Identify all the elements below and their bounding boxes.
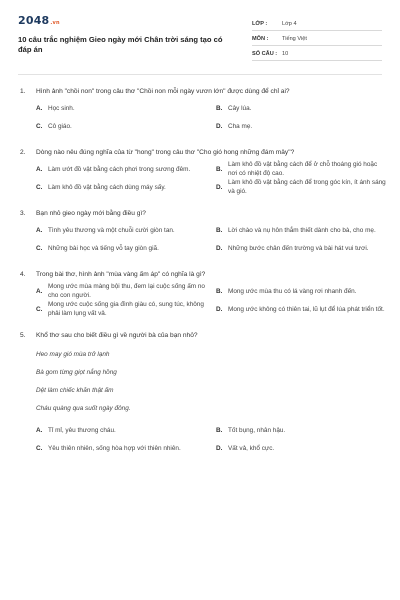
option-text: Mong ước mùa thu có lá vàng rơi nhanh đến. — [228, 287, 357, 295]
option-c[interactable] — [36, 301, 208, 319]
option-text: Mong ước mùa màng bội thu, đem lại cuộc sống ấm no cho con người. — [48, 283, 205, 299]
meta-row-count — [252, 46, 382, 61]
option-b[interactable] — [216, 222, 388, 240]
answer-options — [36, 422, 382, 458]
question-3 — [18, 209, 382, 258]
option-letter: B. — [216, 287, 223, 295]
question-stem — [18, 270, 382, 279]
option-text: Cha mẹ. — [228, 122, 253, 130]
meta-label: LỚP : — [252, 21, 268, 27]
poem-line: Heo may gió mùa trở lạnh — [36, 351, 110, 358]
meta-row-class — [252, 16, 382, 31]
option-text: Cây lúa. — [228, 104, 252, 112]
meta-label: SỐ CÂU : — [252, 51, 278, 57]
question-text: Trong bài thơ, hình ảnh "mùa vàng ấm áp" có nghĩa là gì? — [36, 271, 206, 278]
poem-line: Dệt làm chiếc khăn thật ấm — [36, 387, 114, 394]
option-letter: B. — [216, 165, 223, 173]
meta-label: MÔN : — [252, 36, 269, 42]
question-text: Bạn nhỏ gieo ngày mới bằng điều gì? — [36, 210, 146, 217]
option-letter: D. — [216, 305, 223, 313]
header-divider — [18, 74, 382, 75]
option-letter: A. — [36, 226, 43, 234]
answer-options — [36, 222, 382, 258]
option-letter: D. — [216, 183, 223, 191]
option-d[interactable] — [216, 440, 388, 458]
option-letter: D. — [216, 444, 223, 452]
option-b[interactable] — [216, 283, 388, 301]
option-letter: A. — [36, 287, 43, 295]
option-a[interactable] — [36, 100, 208, 118]
question-number: 1. — [20, 88, 26, 95]
option-letter: B. — [216, 226, 223, 234]
option-letter: C. — [36, 444, 43, 452]
option-letter: A. — [36, 165, 43, 173]
option-letter: A. — [36, 104, 43, 112]
poem-line: Bà gom từng giọt nắng hồng — [36, 369, 117, 376]
question-stem — [18, 209, 382, 218]
option-a[interactable] — [36, 222, 208, 240]
option-c[interactable] — [36, 440, 208, 458]
option-text: Làm khô đồ vật bằng cách để ở chỗ thoáng gió hoặc nơi có nhiệt độ cao. — [228, 161, 378, 177]
option-d[interactable] — [216, 240, 388, 258]
option-letter: B. — [216, 104, 223, 112]
option-b[interactable] — [216, 161, 388, 179]
option-d[interactable] — [216, 179, 388, 197]
question-number: 2. — [20, 149, 26, 156]
answer-options — [36, 161, 386, 197]
header-left — [18, 14, 223, 70]
meta-value: Tiếng Việt — [282, 36, 307, 42]
question-1 — [18, 87, 382, 136]
option-c[interactable] — [36, 118, 208, 136]
poem-line: Cháu quàng qua suốt ngày đông. — [36, 405, 131, 412]
option-d[interactable] — [216, 118, 388, 136]
question-text: Dòng nào nêu đúng nghĩa của từ "hong" trong câu thơ "Cho gió hong những đám mây"? — [36, 149, 295, 156]
option-letter: B. — [216, 426, 223, 434]
document-title: 10 câu trắc nghiệm Gieo ngày mới Chân trời sáng tạo có đáp án — [18, 35, 223, 54]
option-a[interactable] — [36, 283, 208, 301]
option-text: Tốt bụng, nhân hậu. — [228, 426, 286, 434]
option-text: Những bước chân đến trường và bài hát vui tươi. — [228, 244, 369, 252]
option-text: Tỉ mỉ, yêu thương cháu. — [48, 426, 116, 434]
logo-main: 2048 — [18, 14, 50, 27]
option-text: Làm ướt đồ vật bằng cách phơi trong sương đêm. — [48, 165, 191, 173]
answer-options — [36, 100, 382, 136]
option-c[interactable] — [36, 179, 208, 197]
option-a[interactable] — [36, 422, 208, 440]
logo-suffix: .vn — [50, 20, 60, 26]
option-d[interactable] — [216, 301, 388, 319]
option-text: Làm khô đồ vật bằng cách dùng máy sấy. — [48, 183, 166, 191]
poem-excerpt — [36, 346, 382, 418]
option-text: Làm khô đồ vật bằng cách để trong góc kín, ít ánh sáng và gió. — [228, 179, 386, 195]
question-5 — [18, 331, 382, 458]
option-text: Mong ước cuộc sống gia đình giàu có, sung túc, không phải làm lụng vất vả. — [48, 301, 204, 317]
question-text: Khổ thơ sau cho biết điều gì về người bà của bạn nhỏ? — [36, 332, 198, 339]
option-letter: C. — [36, 305, 43, 313]
option-text: Yêu thiên nhiên, sống hòa hợp với thiên nhiên. — [48, 444, 181, 452]
question-number: 3. — [20, 210, 26, 217]
question-number: 5. — [20, 332, 26, 339]
meta-value: Lớp 4 — [282, 21, 297, 27]
question-stem — [18, 148, 382, 157]
option-letter: A. — [36, 426, 43, 434]
header — [18, 0, 382, 70]
question-number: 4. — [20, 271, 26, 278]
answer-options — [36, 283, 385, 319]
question-stem — [18, 87, 382, 96]
meta-row-subject — [252, 31, 382, 46]
option-text: Học sinh. — [48, 104, 75, 112]
option-text: Vất vả, khổ cực. — [228, 444, 275, 452]
option-c[interactable] — [36, 240, 208, 258]
option-letter: C. — [36, 183, 43, 191]
option-text: Mong ước không có thiên tai, lũ lụt để lúa phát triển tốt. — [228, 305, 385, 313]
question-stem — [18, 331, 382, 340]
option-letter: C. — [36, 122, 43, 130]
option-a[interactable] — [36, 161, 208, 179]
option-text: Lời chào và nụ hôn thắm thiết dành cho bà, cho mẹ. — [228, 226, 376, 234]
meta-value: 10 — [282, 51, 289, 57]
meta-info — [252, 16, 382, 70]
option-text: Cô giáo. — [48, 122, 72, 130]
option-b[interactable] — [216, 100, 388, 118]
site-logo[interactable] — [18, 14, 223, 27]
question-4 — [18, 270, 385, 319]
option-text: Những bài học và tiếng vỗ tay giòn giã. — [48, 244, 159, 252]
option-b[interactable] — [216, 422, 388, 440]
option-text: Tình yêu thương và một chuỗi cười giòn tan. — [48, 226, 175, 234]
question-2 — [18, 148, 386, 197]
question-text: Hình ảnh "chồi non" trong câu thơ "Chồi non mỗi ngày vươn lớn" được dùng để chỉ ai? — [36, 88, 290, 95]
option-letter: C. — [36, 244, 43, 252]
option-letter: D. — [216, 122, 223, 130]
option-letter: D. — [216, 244, 223, 252]
